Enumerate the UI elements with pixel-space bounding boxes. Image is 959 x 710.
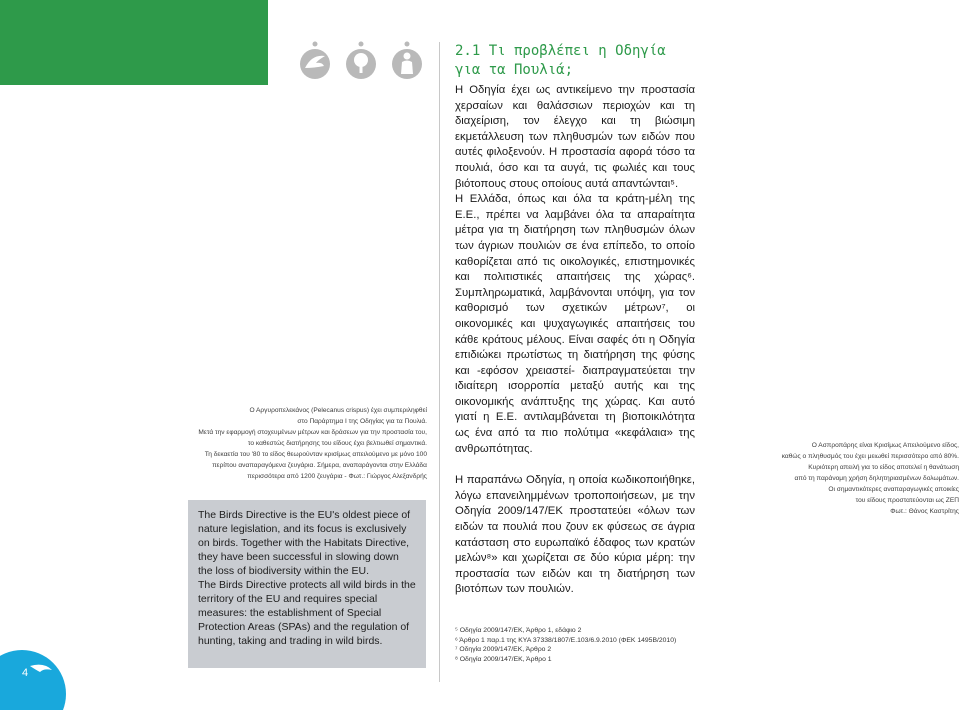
photo-caption-left [183, 405, 427, 482]
footnotes [455, 626, 715, 664]
footnote: ⁷ Οδηγία 2009/147/ΕΚ, Άρθρο 2 [455, 646, 552, 654]
title-line: για τα Πουλιά; [455, 62, 574, 78]
paragraph-spacer [455, 457, 695, 473]
caption-line: Μετά την εφαρμογή στοχευμένων μέτρων και δράσεων για την προστασία του, [198, 429, 427, 436]
caption-line: το καθεστώς διατήρησης του είδους έχει βελτιωθεί σημαντικά. [247, 440, 427, 447]
caption-line: περισσότερα από 1200 ζευγάρια - Φωτ.: Γιώργος Αλεξανδρής [247, 473, 427, 480]
footnote: ⁸ Οδηγία 2009/147/ΕΚ, Άρθρο 1 [455, 655, 552, 663]
english-summary-box [188, 500, 426, 668]
english-paragraph: The Birds Directive is the EU's oldest piece of nature legislation, and its focus is exclusively on birds. Together with the Habitats Directive, they have been successful in slowing down the loss of biodiversity within the EU. [198, 509, 411, 577]
body-paragraph: Η Οδηγία έχει ως αντικείμενο την προστασία χερσαίων και θαλάσσιων περιοχών και τη διαχείριση, τον έλεγχο και τη βιώσιμη εκμετάλλευση των πληθυσμών των ειδών που αυτές φιλοξενούν. Η προστασία αφορά τόσο τα πουλιά, όσο και τα αυγά, τις φωλιές και τους βιότοπους στους οποίους αυτά απαντώνται⁵. [455, 84, 695, 190]
caption-line: καθώς ο πληθυσμός του έχει μειωθεί περισσότερο από 80%. [781, 453, 959, 460]
page-number: 4 [22, 667, 29, 679]
caption-line: Οι σημαντικότερες αναπαραγωγικές αποικίες [828, 486, 959, 493]
caption-line: περίπου αναπαραγόμενα ζευγάρια. Σήμερα, αναπαράγονται στην Ελλάδα [212, 462, 427, 469]
theme-icons [296, 40, 432, 80]
title-line: 2.1 Τι προβλέπει η Οδηγία [455, 43, 666, 59]
footnote: ⁶ Άρθρο 1 παρ.1 της ΚΥΑ 37338/1807/Ε.103/6.9.2010 (ΦΕΚ 1495Β/2010) [455, 636, 677, 644]
caption-line: του είδους προστατεύονται ως ΖΕΠ [855, 497, 959, 504]
caption-line: Κυριότερη απειλή για το είδος αποτελεί η θανάτωση [808, 464, 959, 471]
body-paragraph: Η παραπάνω Οδηγία, η οποία κωδικοποιήθηκε, λόγω επανειλημμένων τροποποιήσεων, με την Οδηγία 2009/147/ΕΚ προστατεύει «όλων των ειδών τα πουλιά που ζουν εκ φύσεως σε άγρια κατάσταση στο ευρωπαϊκό έδαφος των κρατών μελών⁸» και χωρίζεται σε δύο κύρια μέρη: την προστασία των ειδών και τη διατήρηση των βιοτόπων των πουλιών. [455, 474, 695, 596]
bird-icon [296, 40, 334, 80]
photo-caption-right [750, 440, 959, 517]
main-body-text [455, 83, 695, 598]
person-icon [388, 40, 426, 80]
footnote: ⁵ Οδηγία 2009/147/ΕΚ, Άρθρο 1, εδάφιο 2 [455, 627, 582, 634]
caption-line: στο Παράρτημα Ι της Οδηγίας για τα Πουλιά. [297, 418, 427, 425]
body-paragraph: Η Ελλάδα, όπως και όλα τα κράτη-μέλη της Ε.Ε., πρέπει να λαμβάνει όλα τα απαραίτητα μέτρα για τη διατήρηση των πληθυσμών όλων των άγριων πουλιών σε ένα επίπεδο, το οποίο καθορίζεται από τις οικολογικές, επιστημονικές και πολιτιστικές απαιτήσεις της χώρας⁶. Συμπληρωματικά, λαμβάνονται υπόψη, για τον καθορισμό των σχετικών μέτρων⁷, οι οικονομικές και ψυχαγωγικές απαιτήσεις του κάθε κράτους μέλους. Είναι σαφές ότι η Οδηγία επιδιώκει πρωτίστως τη διατήρηση της φύσης και -εφόσον χρειαστεί- διαπραγματεύεται την ιδιαίτερη ισορροπία μεταξύ αυτής και της οικονομικής ανάπτυξης της χώρας. Και αυτό γιατί η Ε.Ε. αντιλαμβάνεται τη βιοποικιλότητα ως ένα από τα πιο πολύτιμα «κεφάλαια» της ανθρωπότητας. [455, 193, 695, 455]
english-paragraph: The Birds Directive protects all wild birds in the territory of the EU and requires special measures: the establishment of Special Protection Areas (SPAs) and the regulation of hunting, taking and trading in wild birds. [198, 579, 416, 647]
blue-corner-emblem [0, 636, 66, 710]
section-title [455, 42, 705, 80]
caption-line: από τη παράνομη χρήση δηλητηριασμένων δολωμάτων. [794, 475, 959, 482]
caption-line: Ο Ασπροπάρης είναι Κρισίμως Απειλούμενο είδος, [811, 442, 959, 449]
tree-icon [342, 40, 380, 80]
caption-line: Ο Αργυροπελεκάνος (Pelecanus crispus) έχει συμπεριληφθεί [249, 407, 427, 414]
caption-line: Φωτ.: Θάνος Καστρίτης [890, 508, 959, 515]
column-divider [439, 42, 440, 682]
green-corner-block [0, 0, 268, 85]
caption-line: Τη δεκαετία του '80 το είδος θεωρούνταν κρισίμως απειλούμενο με μόνο 100 [204, 451, 427, 458]
